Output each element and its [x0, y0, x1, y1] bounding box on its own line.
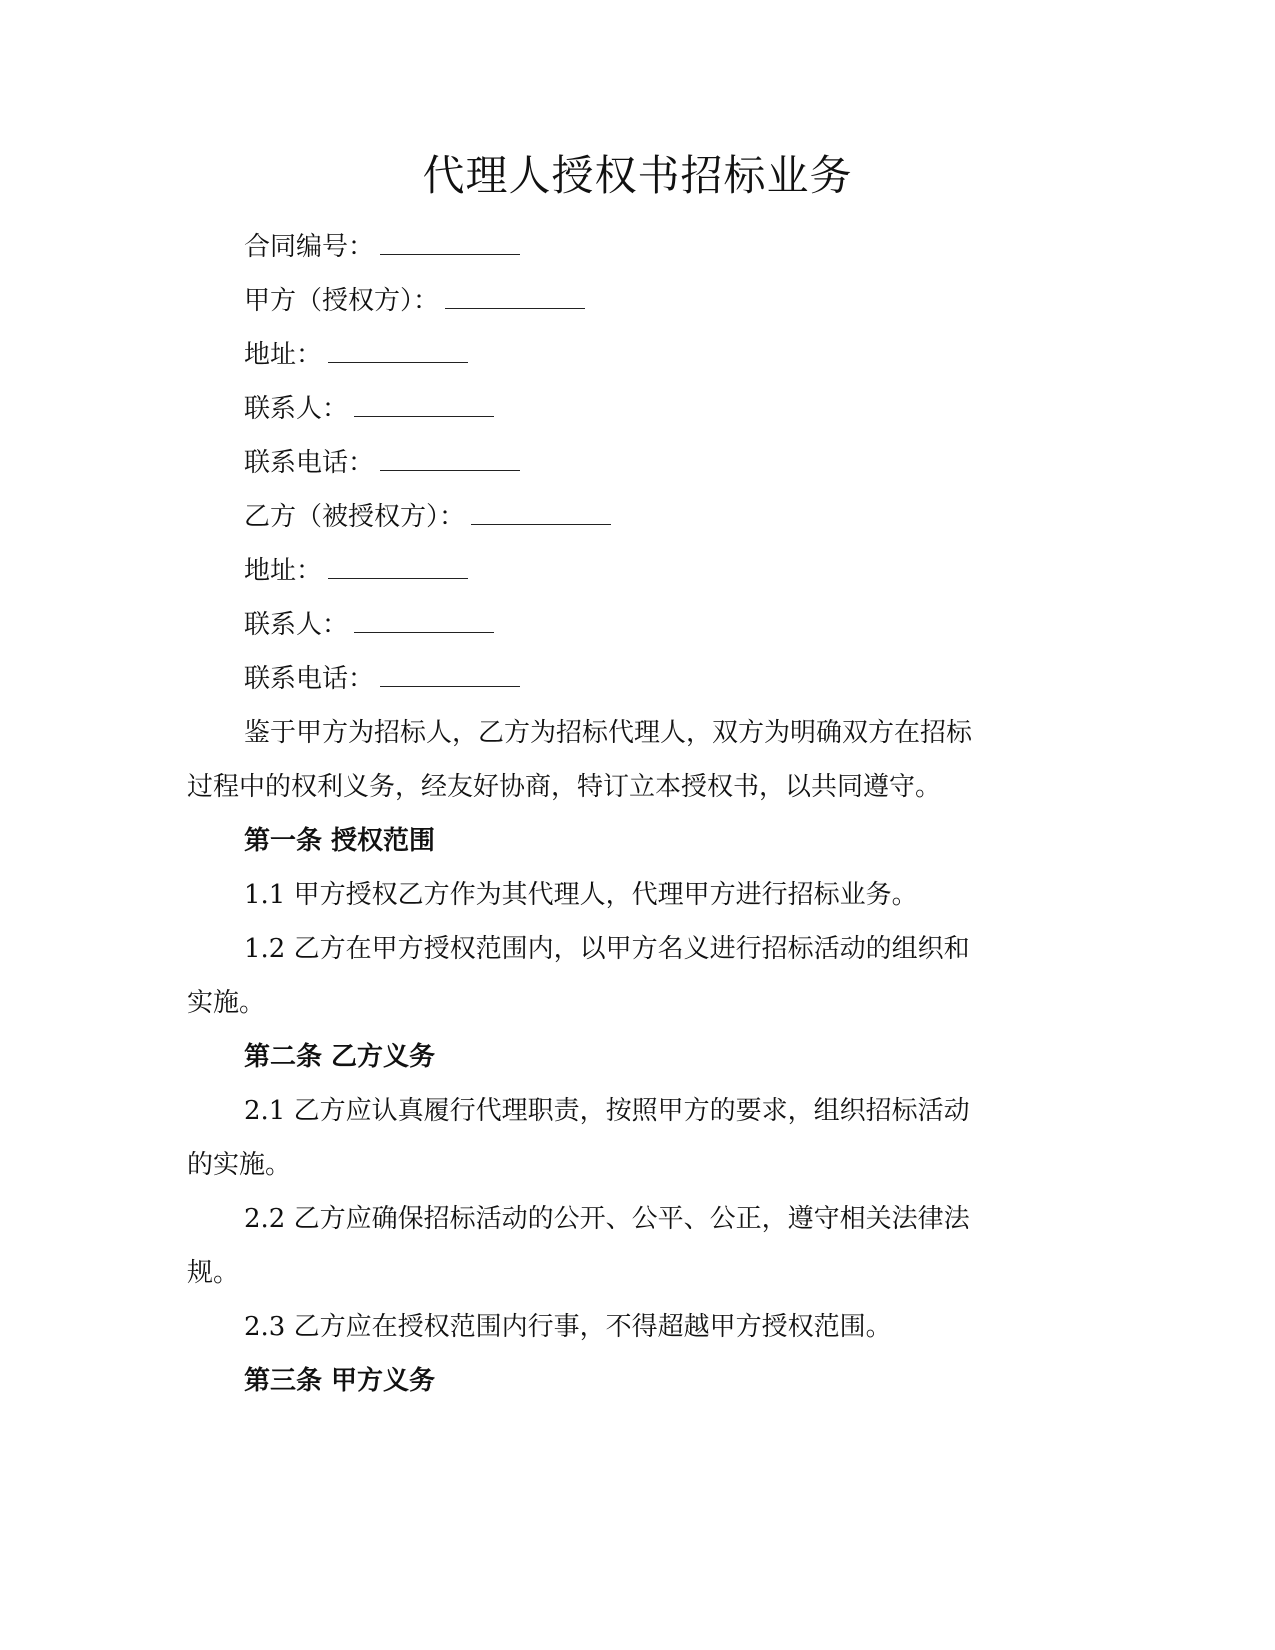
blank-line[interactable] [471, 500, 611, 525]
field-party-a [244, 283, 585, 319]
field-contract-number [244, 229, 520, 265]
field-party-a-address [244, 337, 468, 373]
field-label: 联系人： [244, 394, 349, 424]
blank-line[interactable] [380, 446, 520, 471]
field-label: 地址： [244, 556, 323, 586]
blank-line[interactable] [380, 230, 520, 255]
article-1-heading: 第一条 授权范围 [244, 826, 436, 856]
clause-2-1-line-2: 的实施。 [187, 1150, 292, 1180]
field-label: 地址： [244, 340, 323, 370]
blank-line[interactable] [354, 392, 494, 417]
preamble-line-2: 过程中的权利义务，经友好协商，特订立本授权书，以共同遵守。 [187, 772, 942, 802]
clause-1-2-line-2: 实施。 [187, 988, 266, 1018]
field-party-b-phone [244, 661, 520, 697]
clause-2-1-line-1: 2.1 乙方应认真履行代理职责，按照甲方的要求，组织招标活动 [244, 1096, 970, 1126]
clause-2-2-line-1: 2.2 乙方应确保招标活动的公开、公平、公正，遵守相关法律法 [244, 1204, 970, 1234]
field-party-a-contact [244, 391, 494, 427]
field-party-b-address [244, 553, 468, 589]
blank-line[interactable] [328, 554, 468, 579]
article-3-heading: 第三条 甲方义务 [244, 1366, 436, 1396]
clause-2-3: 2.3 乙方应在授权范围内行事，不得超越甲方授权范围。 [244, 1312, 892, 1342]
clause-2-2-line-2: 规。 [187, 1258, 240, 1288]
field-label: 乙方（被授权方）： [244, 502, 466, 532]
field-label: 合同编号： [244, 232, 375, 262]
blank-line[interactable] [354, 608, 494, 633]
field-party-a-phone [244, 445, 520, 481]
blank-line[interactable] [328, 338, 468, 363]
blank-line[interactable] [445, 284, 585, 309]
document-title: 代理人授权书招标业务 [422, 151, 853, 200]
field-label: 联系电话： [244, 448, 375, 478]
preamble-line-1: 鉴于甲方为招标人，乙方为招标代理人，双方为明确双方在招标 [244, 718, 973, 748]
clause-1-2-line-1: 1.2 乙方在甲方授权范围内，以甲方名义进行招标活动的组织和 [244, 934, 970, 964]
field-party-b [244, 499, 611, 535]
article-2-heading: 第二条 乙方义务 [244, 1042, 436, 1072]
blank-line[interactable] [380, 662, 520, 687]
field-party-b-contact [244, 607, 494, 643]
clause-1-1: 1.1 甲方授权乙方作为其代理人，代理甲方进行招标业务。 [244, 880, 918, 910]
field-label: 联系电话： [244, 664, 375, 694]
field-label: 甲方（授权方）： [244, 286, 440, 316]
field-label: 联系人： [244, 610, 349, 640]
